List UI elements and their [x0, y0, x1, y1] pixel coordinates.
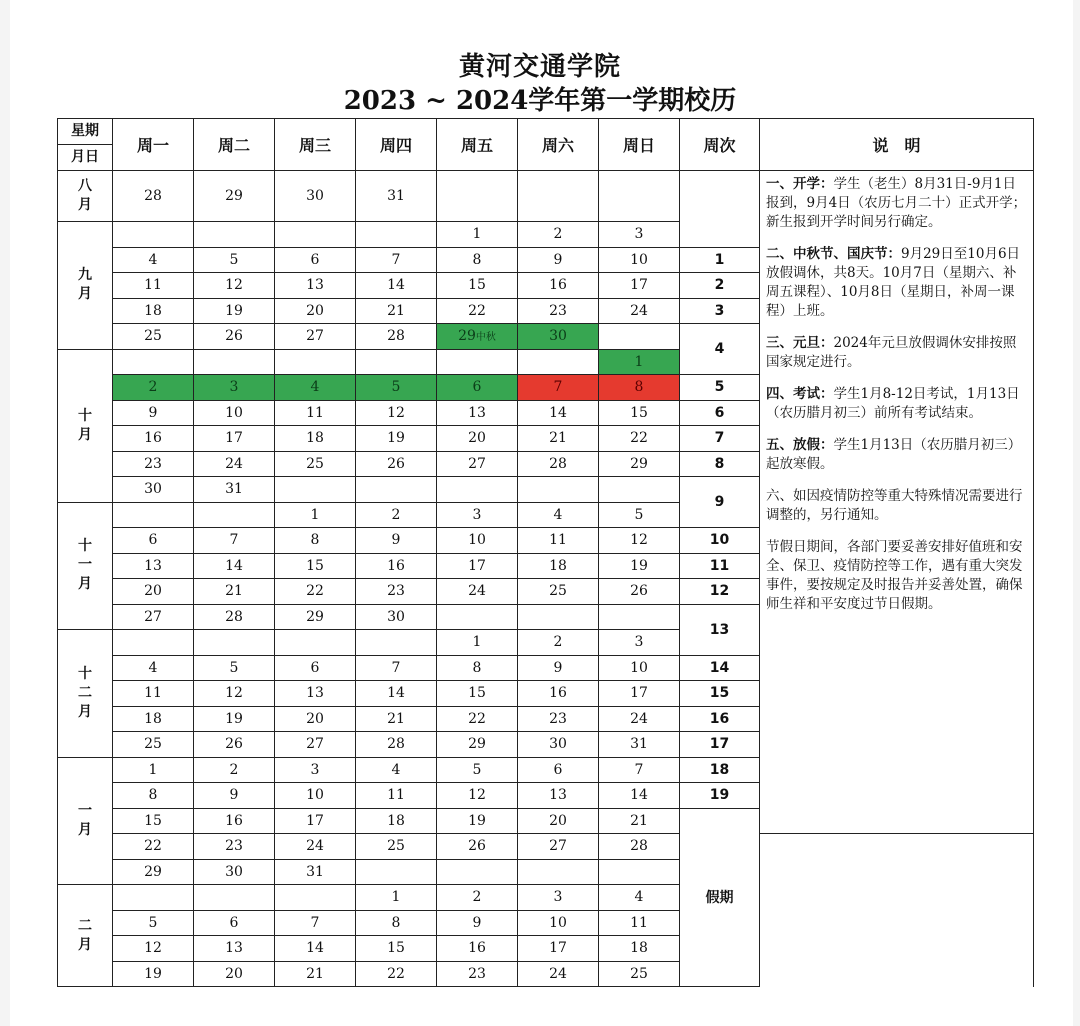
- date-cell: [599, 604, 680, 630]
- date-cell-holiday: 3: [194, 375, 275, 401]
- date-cell: 23: [356, 579, 437, 605]
- date-cell: 25: [518, 579, 599, 605]
- date-cell: [194, 885, 275, 911]
- date-cell: [194, 502, 275, 528]
- date-cell: 10: [275, 783, 356, 809]
- date-cell: [518, 477, 599, 503]
- date-cell: 28: [194, 604, 275, 630]
- date-cell: 21: [356, 706, 437, 732]
- date-cell: 24: [275, 834, 356, 860]
- col-notes: 说 明: [760, 119, 1034, 171]
- date-cell: 28: [356, 732, 437, 758]
- date-cell: 13: [194, 936, 275, 962]
- table-row: [58, 885, 1034, 911]
- date-cell: 10: [599, 655, 680, 681]
- col-thu: 周四: [356, 119, 437, 171]
- week-number: 13: [680, 604, 760, 655]
- date-cell: 17: [599, 273, 680, 299]
- date-cell: [599, 324, 680, 350]
- date-cell: 6: [194, 910, 275, 936]
- date-cell: 3: [599, 222, 680, 248]
- date-cell: 25: [275, 451, 356, 477]
- date-cell: 28: [518, 451, 599, 477]
- date-cell: 28: [356, 324, 437, 350]
- date-cell: 2: [194, 757, 275, 783]
- week-number: 4: [680, 324, 760, 375]
- date-cell-mid-autumn: 29中秋: [437, 324, 518, 350]
- week-number: 18: [680, 757, 760, 783]
- date-cell: 24: [437, 579, 518, 605]
- date-cell: 9: [518, 247, 599, 273]
- week-number: 2: [680, 273, 760, 299]
- date-cell: 29: [194, 171, 275, 222]
- date-cell: 18: [518, 553, 599, 579]
- date-cell: 17: [194, 426, 275, 452]
- month-september: 九 月: [58, 222, 113, 350]
- date-cell-holiday: 6: [437, 375, 518, 401]
- date-cell: 13: [275, 681, 356, 707]
- notes-panel: [760, 171, 1034, 834]
- col-wed: 周三: [275, 119, 356, 171]
- date-cell: 14: [356, 681, 437, 707]
- date-cell: 20: [275, 706, 356, 732]
- date-cell: [194, 349, 275, 375]
- col-sun: 周日: [599, 119, 680, 171]
- date-cell: 5: [599, 502, 680, 528]
- date-cell: 10: [194, 400, 275, 426]
- date-cell: 3: [437, 502, 518, 528]
- date-cell: [356, 349, 437, 375]
- date-cell: 25: [599, 961, 680, 987]
- week-number: 8: [680, 451, 760, 477]
- date-cell: 18: [113, 298, 194, 324]
- date-cell: 23: [113, 451, 194, 477]
- date-cell: 20: [113, 579, 194, 605]
- vacation-label: 假期: [680, 808, 760, 987]
- date-cell: 19: [194, 298, 275, 324]
- date-cell: 25: [113, 732, 194, 758]
- date-cell: 1: [437, 222, 518, 248]
- date-cell-holiday: 5: [356, 375, 437, 401]
- date-cell: 11: [113, 681, 194, 707]
- date-cell: [275, 630, 356, 656]
- date-cell: 24: [518, 961, 599, 987]
- week-number: 19: [680, 783, 760, 809]
- date-cell: 1: [113, 757, 194, 783]
- date-cell: 15: [437, 681, 518, 707]
- date-cell: 18: [356, 808, 437, 834]
- table-row: [58, 171, 1034, 222]
- date-cell: 4: [599, 885, 680, 911]
- date-cell: 3: [599, 630, 680, 656]
- date-cell: 14: [275, 936, 356, 962]
- date-cell: 23: [194, 834, 275, 860]
- date-cell: 26: [194, 324, 275, 350]
- date-cell: 16: [113, 426, 194, 452]
- note-exams: 四、考试：学生1月8-12日考试，1月13日（农历腊月初三）前所有考试结束。: [766, 386, 1020, 421]
- date-cell: 18: [275, 426, 356, 452]
- date-cell: 26: [437, 834, 518, 860]
- date-cell-holiday: 4: [275, 375, 356, 401]
- date-cell: 9: [518, 655, 599, 681]
- date-cell: 11: [356, 783, 437, 809]
- title-block: [0, 50, 1080, 118]
- week-number: 16: [680, 706, 760, 732]
- date-cell: 24: [599, 706, 680, 732]
- date-cell: 13: [518, 783, 599, 809]
- date-cell: 12: [194, 681, 275, 707]
- date-cell: 9: [113, 400, 194, 426]
- date-cell: 16: [518, 273, 599, 299]
- date-cell: 7: [356, 247, 437, 273]
- week-number: 15: [680, 681, 760, 707]
- week-number: 3: [680, 298, 760, 324]
- date-cell: 18: [113, 706, 194, 732]
- date-cell: 15: [437, 273, 518, 299]
- date-cell: [275, 885, 356, 911]
- date-cell: 1: [356, 885, 437, 911]
- date-cell: 16: [437, 936, 518, 962]
- date-cell: 26: [599, 579, 680, 605]
- corner-weekday-label: 星期: [58, 119, 112, 145]
- date-cell-holiday: 1: [599, 349, 680, 375]
- date-cell: 20: [194, 961, 275, 987]
- date-cell: 8: [356, 910, 437, 936]
- date-cell: 17: [437, 553, 518, 579]
- table-row: [58, 910, 1034, 936]
- date-cell: 30: [356, 604, 437, 630]
- date-cell: 31: [275, 859, 356, 885]
- week-number: 6: [680, 400, 760, 426]
- date-cell: 21: [356, 298, 437, 324]
- date-cell: 10: [437, 528, 518, 554]
- date-cell: [113, 349, 194, 375]
- date-cell: 31: [356, 171, 437, 222]
- date-cell: 2: [437, 885, 518, 911]
- date-cell: 31: [599, 732, 680, 758]
- date-cell: 23: [518, 298, 599, 324]
- date-cell: 1: [437, 630, 518, 656]
- date-cell: 11: [275, 400, 356, 426]
- date-cell: [356, 477, 437, 503]
- date-cell-makeup: 8: [599, 375, 680, 401]
- date-cell: 22: [275, 579, 356, 605]
- week-number: 9: [680, 477, 760, 528]
- date-cell: 15: [356, 936, 437, 962]
- date-cell: 16: [518, 681, 599, 707]
- date-cell: 27: [437, 451, 518, 477]
- week-number: 5: [680, 375, 760, 401]
- date-cell: 25: [113, 324, 194, 350]
- date-cell: 8: [113, 783, 194, 809]
- date-cell: 27: [518, 834, 599, 860]
- date-cell: 16: [194, 808, 275, 834]
- date-cell: 18: [599, 936, 680, 962]
- table-row: [58, 859, 1034, 885]
- date-cell: 5: [437, 757, 518, 783]
- date-cell: 11: [113, 273, 194, 299]
- header-row: [58, 119, 1034, 171]
- date-cell: 3: [275, 757, 356, 783]
- date-cell: 14: [518, 400, 599, 426]
- note-duty: 节假日期间，各部门要妥善安排好值班和安全、保卫、疫情防控等工作，遇有重大突发事件，要按规定及时报告并妥善处置，确保师生祥和平安度过节日假期。: [766, 539, 1023, 612]
- date-cell: 12: [437, 783, 518, 809]
- table-row: [58, 834, 1034, 860]
- date-cell: 27: [275, 324, 356, 350]
- table-row: [58, 961, 1034, 987]
- date-cell: 25: [356, 834, 437, 860]
- date-cell: 8: [275, 528, 356, 554]
- date-cell: 29: [599, 451, 680, 477]
- date-cell: [275, 222, 356, 248]
- note-opening: 一、开学：学生（老生）8月31日-9月1日报到，9月4日（农历七月二十）正式开学；新生报到开学时间另行确定。: [766, 176, 1027, 230]
- date-cell: 7: [599, 757, 680, 783]
- date-cell: 7: [275, 910, 356, 936]
- date-cell: [113, 222, 194, 248]
- month-december: 十 二 月: [58, 630, 113, 758]
- date-cell: 14: [599, 783, 680, 809]
- date-cell: [518, 859, 599, 885]
- week-number: 10: [680, 528, 760, 554]
- date-cell: 14: [194, 553, 275, 579]
- month-october: 十 月: [58, 349, 113, 502]
- date-cell: [113, 630, 194, 656]
- date-cell: 1: [275, 502, 356, 528]
- date-cell: [113, 502, 194, 528]
- date-cell: 24: [599, 298, 680, 324]
- date-cell: 28: [599, 834, 680, 860]
- date-cell: 6: [518, 757, 599, 783]
- date-cell: 24: [194, 451, 275, 477]
- date-cell: 11: [599, 910, 680, 936]
- month-january: 一 月: [58, 757, 113, 885]
- date-cell: [356, 859, 437, 885]
- col-tue: 周二: [194, 119, 275, 171]
- date-cell: 10: [518, 910, 599, 936]
- date-cell: 29: [275, 604, 356, 630]
- note-new-year: 三、元旦：2024年元旦放假调休安排按照国家规定进行。: [766, 335, 1017, 370]
- date-cell: [599, 859, 680, 885]
- date-cell: 22: [113, 834, 194, 860]
- date-cell: 16: [356, 553, 437, 579]
- date-cell: [356, 630, 437, 656]
- date-cell: 20: [437, 426, 518, 452]
- date-cell: 6: [113, 528, 194, 554]
- date-cell: [518, 604, 599, 630]
- date-cell: [113, 885, 194, 911]
- date-cell: [194, 222, 275, 248]
- date-cell: 19: [194, 706, 275, 732]
- date-cell: 19: [437, 808, 518, 834]
- table-row: [58, 936, 1034, 962]
- date-cell-holiday: 2: [113, 375, 194, 401]
- date-cell: 31: [194, 477, 275, 503]
- date-cell: 26: [194, 732, 275, 758]
- week-number: 1: [680, 247, 760, 273]
- date-cell: [194, 630, 275, 656]
- month-february: 二 月: [58, 885, 113, 987]
- date-cell: 22: [356, 961, 437, 987]
- date-cell: 29: [437, 732, 518, 758]
- date-cell: 20: [275, 298, 356, 324]
- date-cell: 27: [275, 732, 356, 758]
- date-cell: 23: [437, 961, 518, 987]
- date-cell: 15: [113, 808, 194, 834]
- date-cell: 28: [113, 171, 194, 222]
- date-cell: 9: [194, 783, 275, 809]
- date-cell: 19: [599, 553, 680, 579]
- date-cell: [437, 604, 518, 630]
- date-cell: 2: [518, 630, 599, 656]
- week-number: 7: [680, 426, 760, 452]
- date-cell: 21: [599, 808, 680, 834]
- date-cell: [518, 349, 599, 375]
- date-cell: [437, 171, 518, 222]
- date-cell: 12: [194, 273, 275, 299]
- date-cell: [599, 477, 680, 503]
- note-adjustments: 六、如因疫情防控等重大特殊情况需要进行调整的，另行通知。: [766, 488, 1023, 523]
- calendar-table: [57, 118, 1034, 987]
- date-cell: [275, 477, 356, 503]
- date-cell: 30: [194, 859, 275, 885]
- date-cell: 6: [275, 247, 356, 273]
- date-cell: 21: [518, 426, 599, 452]
- week-number: 12: [680, 579, 760, 605]
- note-holidays: 二、中秋节、国庆节：9月29日至10月6日放假调休，共8天。10月7日（星期六、补周五课程）、10月8日（星期日，补周一课程）上班。: [766, 246, 1021, 319]
- date-cell: 21: [275, 961, 356, 987]
- date-cell: 13: [113, 553, 194, 579]
- col-mon: 周一: [113, 119, 194, 171]
- date-cell: 7: [356, 655, 437, 681]
- date-cell: 2: [356, 502, 437, 528]
- date-cell: 4: [113, 247, 194, 273]
- date-cell: 8: [437, 247, 518, 273]
- date-cell: [437, 477, 518, 503]
- date-cell: 15: [599, 400, 680, 426]
- date-cell: [518, 171, 599, 222]
- date-cell: 3: [518, 885, 599, 911]
- date-cell: 27: [113, 604, 194, 630]
- date-cell: 8: [437, 655, 518, 681]
- date-cell: 21: [194, 579, 275, 605]
- note-vacation: 五、放假：学生1月13日（农历腊月初三）起放寒假。: [766, 437, 1022, 472]
- date-cell: 17: [518, 936, 599, 962]
- term-title: 2023 ~ 2024学年第一学期校历: [343, 86, 737, 116]
- date-cell: 17: [275, 808, 356, 834]
- date-cell: 13: [275, 273, 356, 299]
- date-cell: 10: [599, 247, 680, 273]
- date-cell: 30: [113, 477, 194, 503]
- date-cell: 12: [356, 400, 437, 426]
- date-cell: 4: [518, 502, 599, 528]
- date-cell-holiday: 30: [518, 324, 599, 350]
- col-fri: 周五: [437, 119, 518, 171]
- week-number: 17: [680, 732, 760, 758]
- date-cell: 12: [113, 936, 194, 962]
- date-cell: 19: [113, 961, 194, 987]
- date-cell: [599, 171, 680, 222]
- date-cell: 11: [518, 528, 599, 554]
- date-cell: 2: [518, 222, 599, 248]
- date-cell: 5: [194, 247, 275, 273]
- date-cell: 30: [275, 171, 356, 222]
- date-cell: [437, 349, 518, 375]
- date-cell: 4: [356, 757, 437, 783]
- date-cell: 14: [356, 273, 437, 299]
- date-cell: 22: [599, 426, 680, 452]
- col-week: 周次: [680, 119, 760, 171]
- col-sat: 周六: [518, 119, 599, 171]
- mid-autumn-tag: 中秋: [475, 332, 496, 344]
- date-cell: 13: [437, 400, 518, 426]
- corner-date-label: 月日: [71, 149, 99, 165]
- date-cell: 30: [518, 732, 599, 758]
- month-august: 八 月: [58, 171, 113, 222]
- date-cell: 17: [599, 681, 680, 707]
- date-cell: 22: [437, 298, 518, 324]
- date-cell: [275, 349, 356, 375]
- date-cell: [356, 222, 437, 248]
- corner-cell: [58, 119, 113, 171]
- date-cell: 15: [275, 553, 356, 579]
- week-number: 14: [680, 655, 760, 681]
- date-cell: 23: [518, 706, 599, 732]
- date-cell: 22: [437, 706, 518, 732]
- date-cell-makeup: 7: [518, 375, 599, 401]
- date-cell: 4: [113, 655, 194, 681]
- date-cell: [437, 859, 518, 885]
- month-november: 十 一 月: [58, 502, 113, 630]
- date-cell: 9: [437, 910, 518, 936]
- date-cell: 7: [194, 528, 275, 554]
- date-cell: 12: [599, 528, 680, 554]
- date-cell: 29: [113, 859, 194, 885]
- date-cell: 5: [194, 655, 275, 681]
- school-name: 黄河交通学院: [458, 52, 621, 82]
- date-cell: 20: [518, 808, 599, 834]
- date-cell: 19: [356, 426, 437, 452]
- week-cell-empty: [680, 171, 760, 248]
- date-cell: 9: [356, 528, 437, 554]
- week-number: 11: [680, 553, 760, 579]
- date-cell: 26: [356, 451, 437, 477]
- date-cell: 6: [275, 655, 356, 681]
- date-cell: 5: [113, 910, 194, 936]
